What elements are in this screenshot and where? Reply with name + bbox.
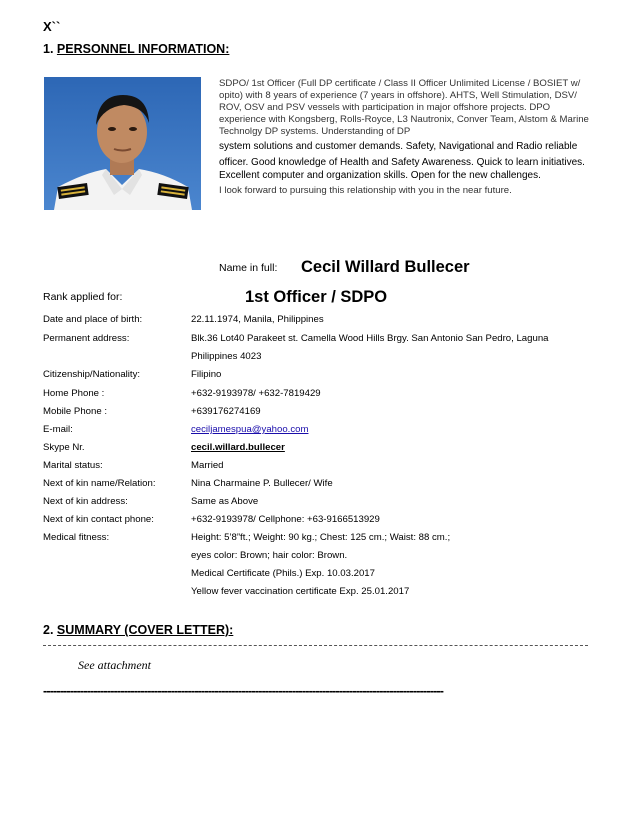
medical-line-2: eyes color: Brown; hair color: Brown. (191, 550, 348, 561)
email-link[interactable]: ceciljamespua@yahoo.com (191, 424, 309, 435)
rank-value: 1st Officer / SDPO (245, 288, 388, 306)
kin-phone-label: Next of kin contact phone: (43, 514, 154, 525)
attachment-note: See attachment (78, 658, 151, 672)
profile-photo (44, 77, 201, 210)
dashed-divider (43, 645, 588, 646)
section-number: 1. (43, 42, 54, 56)
medical-label: Medical fitness: (43, 532, 110, 543)
mobile-phone-value: +639176274169 (191, 406, 261, 417)
dob-value: 22.11.1974, Manila, Philippines (191, 314, 324, 325)
home-phone-value: +632-9193978/ +632-7819429 (191, 388, 321, 399)
section-number: 2. (43, 623, 54, 637)
marital-label: Marital status: (43, 460, 103, 471)
section-heading-summary (43, 623, 233, 637)
kin-phone-value: +632-9193978/ Cellphone: +63-9166513929 (191, 514, 380, 525)
profile-summary (219, 78, 589, 197)
citizenship-label: Citizenship/Nationality: (43, 369, 141, 380)
section-title: PERSONNEL INFORMATION: (56, 42, 230, 56)
bold-dash-divider: ----------------------------------------------------------------------------------------------------------------------- (43, 684, 444, 698)
email-label: E-mail: (43, 424, 73, 435)
marital-value: Married (191, 460, 224, 471)
section-heading-personnel (43, 42, 229, 56)
summary-para-1: SDPO/ 1st Officer (Full DP certificate / Class II Officer Unlimited License / BOSIET w/ opito) with 8 years of experience (7 years in offshore). AHTS, Well Stimulation, DSV/ ROV, OSV and PSV vessels with participation in major offshore projects. DPO experience with Kongsberg, Rolls-Royce, L3 Nautronix, Conver Team, Alstom & Marine Technolgy DP systems. Understanding of DP (219, 78, 589, 137)
summary-para-4: I look forward to pursuing this relationship with you in the near future. (219, 185, 512, 196)
skype-label: Skype Nr. (43, 442, 85, 453)
address-label: Permanent address: (43, 333, 130, 344)
kin-value: Nina Charmaine P. Bullecer/ Wife (191, 478, 333, 489)
kin-label: Next of kin name/Relation: (43, 478, 156, 489)
mobile-phone-label: Mobile Phone : (43, 406, 107, 417)
medical-line-1: Height: 5’8”ft.; Weight: 90 kg.; Chest: 125 cm.; Waist: 88 cm.; (191, 532, 451, 543)
dob-label: Date and place of birth: (43, 314, 143, 325)
address-line-1: Blk.36 Lot40 Parakeet st. Camella Wood Hills Brgy. San Antonio San Pedro, Laguna (191, 333, 549, 344)
top-mark: X`` (43, 19, 61, 34)
kin-address-label: Next of kin address: (43, 496, 128, 507)
rank-label: Rank applied for: (43, 291, 123, 303)
medical-line-4: Yellow fever vaccination certificate Exp. 25.01.2017 (191, 586, 410, 597)
fullname-label: Name in full: (219, 262, 278, 274)
home-phone-label: Home Phone : (43, 388, 105, 399)
summary-para-3a: officer. Good knowledge of Health and Safety Awareness. Quick to learn initiatives. Excellent computer and organization skills. Open for the new challenges. (219, 157, 585, 181)
address-line-2: Philippines 4023 (191, 351, 262, 362)
medical-line-3: Medical Certificate (Phils.) Exp. 10.03.2017 (191, 568, 375, 579)
kin-address-value: Same as Above (191, 496, 259, 507)
fullname-value: Cecil Willard Bullecer (301, 258, 470, 276)
skype-value: cecil.willard.bullecer (191, 442, 285, 453)
citizenship-value: Filipino (191, 369, 222, 380)
section-title: SUMMARY (COVER LETTER): (56, 623, 234, 637)
summary-para-2: system solutions and customer demands. Safety, Navigational and Radio reliable (219, 141, 578, 152)
